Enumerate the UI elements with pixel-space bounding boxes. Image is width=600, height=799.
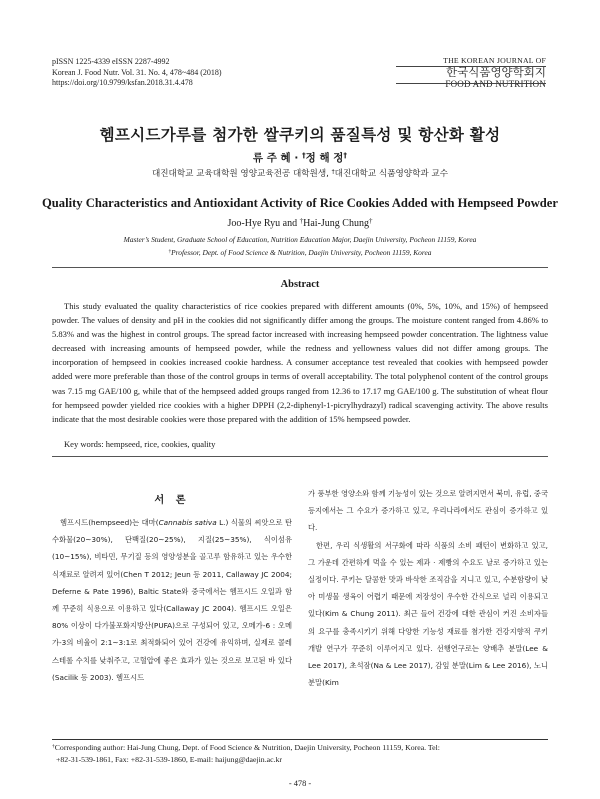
journal-logo	[396, 56, 546, 89]
logo-divider	[396, 83, 546, 84]
journal-logo-bottom: FOOD AND NUTRITION	[445, 79, 546, 89]
footnote-text: Corresponding author: Hai-Jung Chung, Dept. of Food Science & Nutrition, Daejin University, Pocheon 11159, Korea. Tel:	[54, 743, 440, 752]
doi-link[interactable]: https://doi.org/10.9799/ksfan.2018.31.4.478	[52, 78, 193, 88]
english-affiliation-1	[0, 235, 600, 244]
keywords: Key words: hempseed, rice, cookies, quality	[64, 439, 216, 449]
section-heading-introduction: 서 론	[154, 495, 190, 506]
english-authors	[0, 218, 600, 229]
logo-divider	[396, 66, 546, 67]
corresponding-mark: †	[299, 216, 304, 225]
corresponding-mark: †	[52, 743, 55, 750]
corresponding-mark: †	[301, 150, 306, 160]
page-number: - 478 -	[288, 779, 312, 788]
english-affiliation-2	[0, 248, 600, 257]
abstract-body: This study evaluated the quality characteristics of rice cookies prepared with different amounts (0%, 5%, 10%, and 15%) of hempseed powder. The values of density and pH in the cookies did not significantly differ among the groups. The moisture content ranged from 4.86% to 5.83% and was the highest in control groups. The spread factor increased with increasing hempseed powder concentration. The lightness value decreased with increasing amounts of hempseed powder, while the redness and yellowness values did not differ among groups. The incorporation of hempseed in cookies increased cookie hardness. A consumer acceptance test revealed that cookies with hempseed powder added were more preferable than those of the control groups in terms of overall acceptability. The total polyphenol content of the control groups was 7.15 mg GAE/100 g, while that of the hempseed added groups ranged from 12.36 to 17.17 mg GAE/100 g. The substitution of wheat flour for hempseed powder yielded rice cookies with a higher DPPH (2,2-diphenyl-1-picrylhydrazyl) radical scavenging activity. The above results indicate that the most desirable cookies were those prepared with the addition of 15% hempseed powder.	[52, 301, 548, 424]
author-1-kr: 류 주 혜 ·	[252, 152, 302, 164]
korean-title: 헴프시드가루를 첨가한 쌀쿠키의 품질특성 및 항산화 활성	[99, 126, 501, 144]
author-2-en: Hai-Jung Chung	[303, 218, 369, 229]
affiliation-text: Master’s Student, Graduate School of Education, Nutrition Education Major, Daejin University, Pocheon 11159, Korea	[123, 235, 477, 244]
corresponding-mark: †	[331, 168, 335, 176]
corresponding-mark: †	[368, 216, 373, 225]
author-1-en: Joo-Hye Ryu and	[227, 218, 300, 229]
affiliation-kr-1: 대진대학교 교육대학원 영양교육전공 대학원생,	[151, 169, 332, 179]
footnote-line-2: +82-31-539-1861, Fax: +82-31-539-1860, E-mail: haijung@daejin.ac.kr	[56, 755, 283, 765]
body-column-right	[308, 485, 548, 691]
citation-block	[52, 57, 222, 89]
footnote-rule	[52, 739, 548, 740]
footnote-line-1	[52, 742, 552, 754]
journal-logo-top: THE KOREAN JOURNAL OF	[443, 56, 546, 65]
abstract-bottom-rule	[52, 456, 548, 457]
english-title: Quality Characteristics and Antioxidant Activity of Rice Cookies Added with Hempseed Powder	[42, 196, 558, 210]
body-column-left	[52, 514, 292, 686]
citation-line: Korean J. Food Nutr. Vol. 31. No. 4, 478~484 (2018)	[52, 67, 222, 77]
korean-affiliation	[0, 167, 600, 179]
journal-logo-korean: 한국식품영양학회지	[446, 65, 546, 79]
paragraph-continued: 가 풍부한 영양소와 함께 기능성이 있는 것으로 알려지면서 북미, 유럽, 중국 등지에서는 그 수요가 증가하고 있고, 우리나라에서도 관심이 증가하고 있다.	[308, 489, 548, 533]
species-name: Cannabis sativa	[158, 518, 217, 527]
affiliation-text: Professor, Dept. of Food Science & Nutrition, Daejin University, Pocheon 11159, Korea	[171, 248, 432, 257]
corresponding-mark: †	[343, 150, 348, 160]
abstract-top-rule	[52, 267, 548, 268]
author-2-kr: 정 해 정	[305, 152, 344, 164]
corresponding-author-footnote	[52, 742, 552, 767]
text-run: 헴프시드(hempseed)는 대마(	[60, 518, 159, 527]
text-run: L.) 식물의 씨앗으로 탄수화물(20~30%), 단백질(20~25%), 지질(25~35%), 식이섬유(10~15%), 비타민, 무기질 등의 영양성분을 골고루 함유하고 있는 우수한 식재료로 알려져 있어(Chen T 2012; Jeun 등 2011, Callaway JC 2004; Deferne & Pate 1996), Baltic State와 중국에서는 헴프시드 오일과 함께 꾸준히 식용으로 이용하고 있다(Callaway JC 2004). 헴프시드 오일은 80% 이상이 다가불포화지방산(PUFA)으로 구성되어 있고, 오메가-6 : 오메가-3의 비율이 2:1~3:1로 최적화되어 있어 건강에 유익하며, 실제로 콜레스테롤 수치를 낮춰주고, 고혈압에 좋은 효과가 있는 것으로 보고된 바 있다(Sacilik 등 2003). 헴프시드	[52, 518, 292, 682]
paragraph: 한편, 우리 식생활의 서구화에 따라 식품의 소비 패턴이 변화하고 있고, 그 가운데 간편하게 먹을 수 있는 제과 · 제빵의 수요도 날로 증가하고 있는 실정이다. 쿠키는 달콤한 맛과 바삭한 조직감을 지니고 있고, 수분함량이 낮아 미생물 생육이 어렵기 때문에 저장성이 우수한 간식으로 널리 이용되고 있다(Kim & Chung 2011). 최근 들어 건강에 대한 관심이 커진 소비자들의 요구를 충족시키기 위해 다양한 기능성 재료를 첨가한 건강지향적 쿠키 개발 연구가 꾸준히 이루어지고 있다. 선행연구로는 양배추 분말(Lee & Lee 2017), 초석잠(Na & Lee 2017), 감잎 분말(Lim & Lee 2016), 노니 분말(Kim	[308, 540, 548, 688]
korean-authors	[0, 150, 600, 165]
abstract-heading: Abstract	[280, 279, 320, 290]
affiliation-mark: †	[168, 248, 172, 255]
paragraph	[52, 514, 292, 686]
issn-line: pISSN 1225-4339 eISSN 2287-4992	[52, 57, 170, 66]
affiliation-kr-2: 대진대학교 식품영양학과 교수	[334, 169, 449, 179]
